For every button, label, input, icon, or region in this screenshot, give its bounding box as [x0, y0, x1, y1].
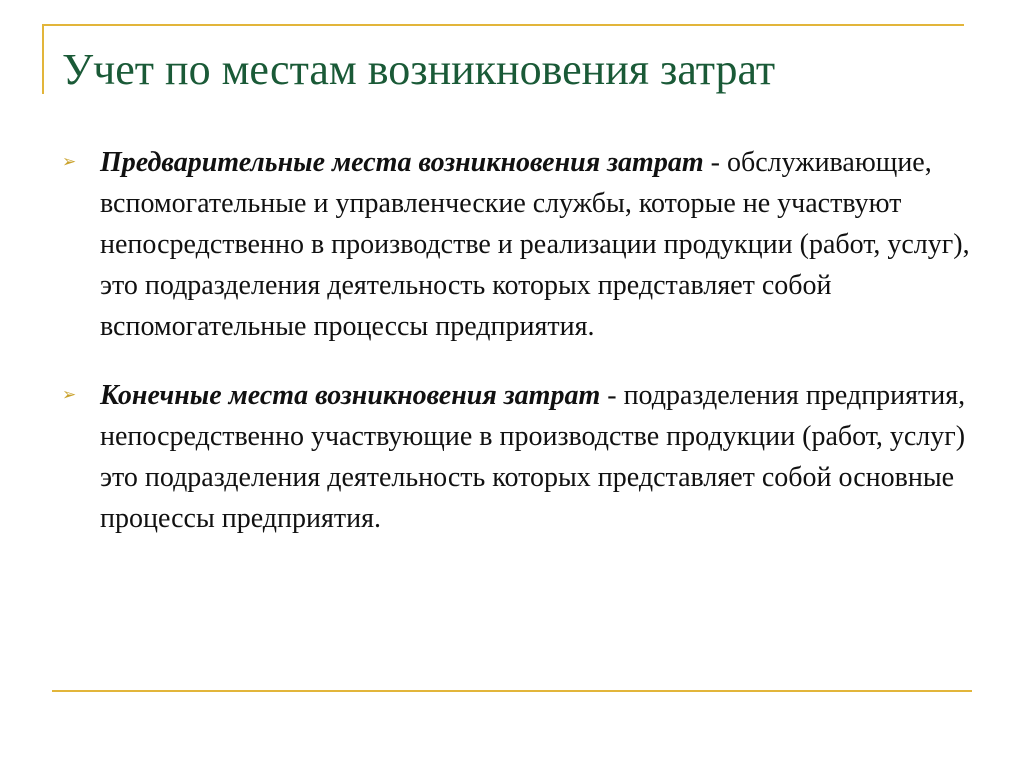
bottom-accent-line	[52, 690, 972, 692]
bullet-term: Предварительные места возникновения затрат	[100, 147, 704, 178]
bullet-item-final	[60, 375, 975, 539]
bullet-item-preliminary	[60, 142, 975, 347]
bullet-text: - обслуживающие, вспомогательные и управленческие службы, которые не участвуют непосредственно в производстве и реализации продукции (работ, услуг), это подразделения деятельность которых представляет собой вспомогательные процессы предприятия.	[100, 147, 970, 342]
chevron-right-icon: ➢	[62, 152, 77, 172]
bullet-list	[60, 142, 975, 539]
left-accent-line	[42, 24, 44, 94]
bullet-term: Конечные места возникновения затрат	[100, 380, 601, 411]
top-accent-line	[42, 24, 964, 26]
slide-title: Учет по местам возникновения затрат	[62, 45, 776, 94]
bullet-text: - подразделения предприятия, непосредственно участвующие в производстве продукции (работ, услуг) это подразделения деятельность которых представляет собой основные процессы предприятия.	[100, 380, 966, 534]
chevron-right-icon: ➢	[62, 385, 77, 405]
